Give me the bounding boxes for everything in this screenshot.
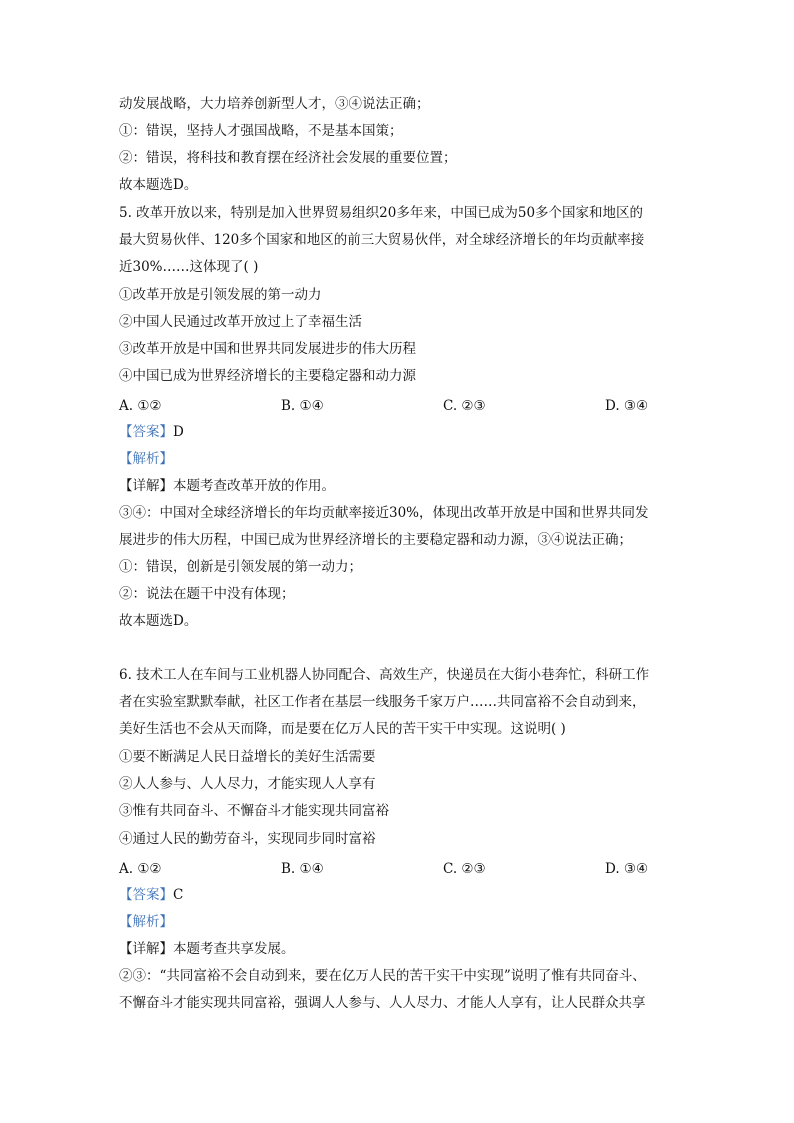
option-a: A. ①② [119, 398, 162, 414]
explain-line: ②③：“共同富裕不会自动到来，要在亿万人民的苦干实干中实现”说明了惟有共同奋斗、 [119, 968, 646, 984]
detail-line [119, 939, 295, 959]
answer-tag: 【答案】 [119, 887, 173, 903]
answer-line [119, 422, 184, 442]
option-a: A. ①② [119, 861, 162, 877]
question-stem-line: 者在实验室默默奉献，社区工作者在基层一线服务千家万户……共同富裕不会自动到来， [119, 694, 646, 710]
question-stem-line: 最大贸易伙伴、120多个国家和地区的前三大贸易伙伴，对全球经济增长的年均贡献率接 [119, 232, 645, 248]
option-d: D. ③④ [605, 861, 649, 877]
explain-line: 不懈奋斗才能实现共同富裕，强调人人参与、人人尽力、才能人人享有，让人民群众共享 [119, 995, 646, 1011]
statement-item: ③改革开放是中国和世界共同发展进步的伟大历程 [119, 341, 416, 357]
analysis-tag: 【解析】 [119, 914, 173, 930]
explain-line: ②：说法在题干中没有体现； [119, 586, 295, 602]
statement-item: ①改革开放是引领发展的第一动力 [119, 287, 322, 303]
answer-tag: 【答案】 [119, 424, 173, 440]
statement-item: ②人人参与、人人尽力，才能实现人人享有 [119, 776, 376, 792]
detail-tag: 【详解】 [119, 941, 173, 957]
explain-line: 故本题选D。 [119, 613, 198, 629]
detail-text: 本题考查改革开放的作用。 [173, 478, 335, 494]
text-line: ②：错误，将科技和教育摆在经济社会发展的重要位置； [119, 150, 457, 166]
explain-line: ①：错误，创新是引领发展的第一动力； [119, 559, 362, 575]
question-stem-line: 5. 改革开放以来，特别是加入世界贸易组织20多年来，中国已成为50多个国家和地区的 [119, 205, 644, 221]
option-b: B. ①④ [281, 398, 324, 414]
explain-line: 展进步的伟大历程，中国已成为世界经济增长的主要稳定器和动力源，③④说法正确； [119, 532, 632, 548]
answer-line [119, 885, 183, 905]
statement-item: ③惟有共同奋斗、不懈奋斗才能实现共同富裕 [119, 803, 389, 819]
text-line: 动发展战略，大力培养创新型人才，③④说法正确； [119, 96, 430, 112]
statement-item: ④通过人民的勤劳奋斗，实现同步同时富裕 [119, 831, 376, 847]
answer-value: C [173, 887, 184, 903]
text-line: 故本题选D。 [119, 177, 198, 193]
detail-tag: 【详解】 [119, 478, 173, 494]
question-stem-line: 美好生活也不会从天而降，而是要在亿万人民的苦干实干中实现。这说明( ) [119, 721, 566, 737]
statement-item: ②中国人民通过改革开放过上了幸福生活 [119, 314, 362, 330]
question-stem-line: 6. 技术工人在车间与工业机器人协同配合、高效生产，快递员在大街小巷奔忙，科研工作 [119, 667, 650, 683]
question-stem-line: 近30%……这体现了( ) [119, 259, 259, 275]
option-c: C. ②③ [443, 398, 486, 414]
text-line: ①：错误，坚持人才强国战略，不是基本国策； [119, 123, 403, 139]
detail-line [119, 476, 335, 496]
detail-text: 本题考查共享发展。 [173, 941, 295, 957]
analysis-tag: 【解析】 [119, 451, 173, 467]
explain-line: ③④：中国对全球经济增长的年均贡献率接近30%，体现出改革开放是中国和世界共同发 [119, 505, 649, 521]
statement-item: ④中国已成为世界经济增长的主要稳定器和动力源 [119, 368, 416, 384]
option-c: C. ②③ [443, 861, 486, 877]
statement-item: ①要不断满足人民日益增长的美好生活需要 [119, 749, 376, 765]
answer-value: D [173, 424, 184, 440]
option-b: B. ①④ [281, 861, 324, 877]
option-d: D. ③④ [605, 398, 649, 414]
